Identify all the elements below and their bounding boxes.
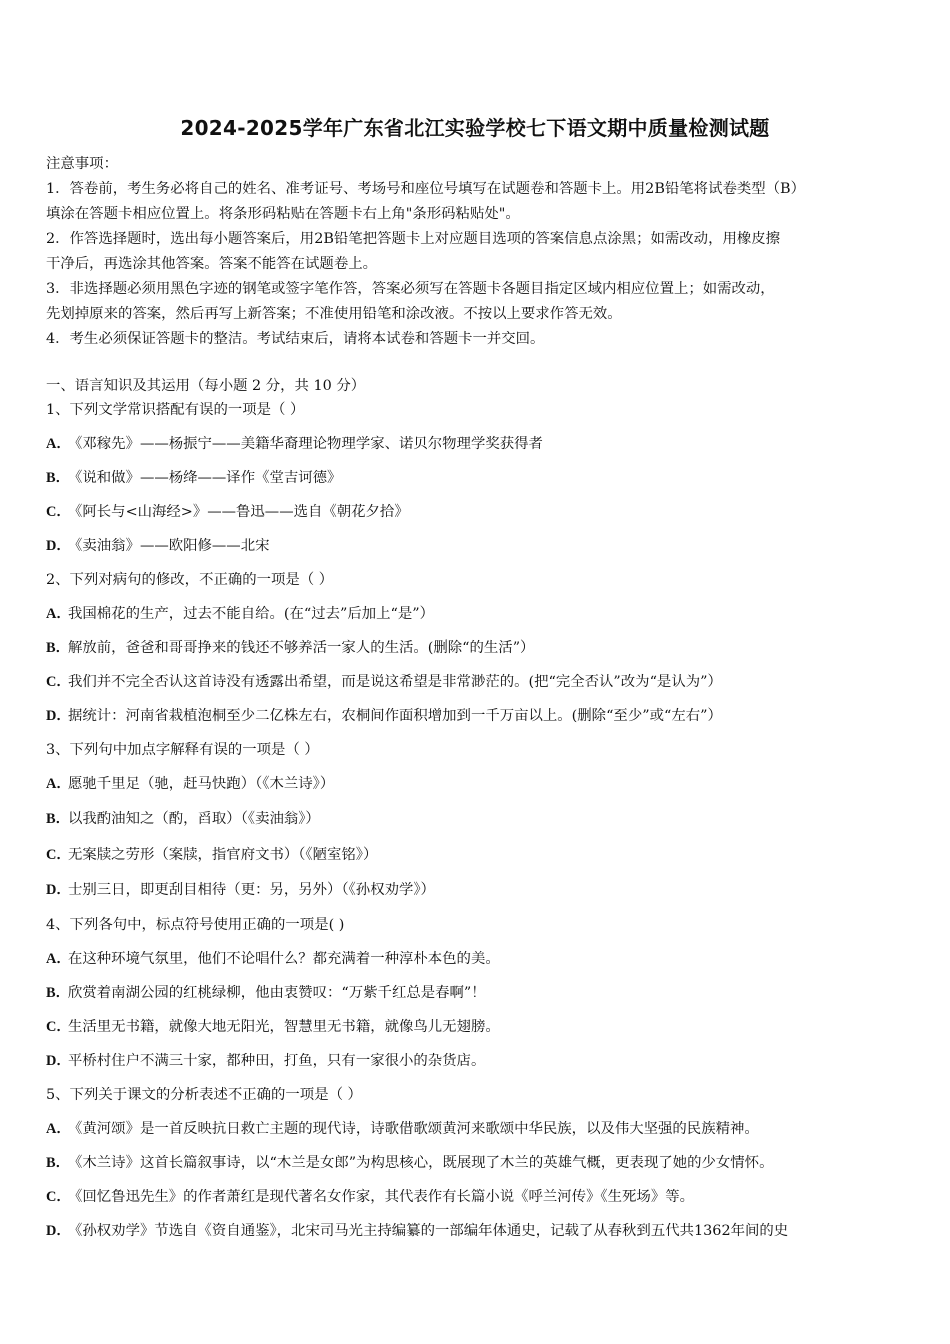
exam-title: 2024-2025学年广东省北江实验学校七下语文期中质量检测试题	[180, 116, 770, 140]
notice-line: 先划掉原来的答案，然后再写上新答案；不准使用铅笔和涂改液。不按以上要求作答无效。	[46, 306, 622, 322]
option-row	[46, 502, 409, 522]
option-row	[46, 672, 722, 692]
notice-heading: 注意事项：	[46, 156, 118, 172]
notice-line: 3．非选择题必须用黑色字迹的钢笔或签字笔作答，答案必须写在答题卡各题目指定区域内相应位置上；如需改动，	[46, 281, 775, 297]
option-text: 解放前，爸爸和哥哥挣来的钱还不够养活一家人的生活。(删除“的生活”）	[68, 640, 535, 656]
notice-line: 1．答卷前，考生务必将自己的姓名、准考证号、考场号和座位号填写在试题卷和答题卡上。用2B铅笔将试卷类型（B）	[46, 181, 805, 197]
option-text: 《阿长与<山海经>》——鲁迅——选自《朝花夕拾》	[68, 504, 409, 520]
option-row	[46, 983, 486, 1003]
option-letter: C．	[46, 504, 71, 520]
option-text: 《邓稼先》——杨振宁——美籍华裔理论物理学家、诺贝尔物理学奖获得者	[68, 436, 543, 452]
option-row	[46, 1051, 485, 1071]
question-stem: 2、下列对病句的修改，不正确的一项是（ ）	[46, 572, 334, 588]
option-row	[46, 638, 534, 658]
option-text: 以我酌油知之（酌，舀取）（《卖油翁》）	[68, 811, 320, 827]
option-text: 《木兰诗》这首长篇叙事诗，以“木兰是女郎”为构思核心，既展现了木兰的英雄气概，更表现了她的少女情怀。	[68, 1155, 774, 1171]
option-text: 据统计：河南省栽植泡桐至少二亿株左右，农桐间作面积增加到一千万亩以上。(删除“至少”或“左右”）	[68, 708, 722, 724]
option-letter: B．	[46, 811, 70, 827]
option-text: 我国棉花的生产，过去不能自给。(在“过去”后加上“是”）	[68, 606, 435, 622]
option-row	[46, 468, 341, 488]
option-row	[46, 1017, 500, 1037]
option-row	[46, 880, 435, 900]
option-text: 《说和做》——杨绛——译作《堂吉诃德》	[68, 470, 342, 486]
option-letter: C．	[46, 847, 71, 863]
option-text: 生活里无书籍，就像大地无阳光，智慧里无书籍，就像鸟儿无翅膀。	[68, 1019, 500, 1035]
option-letter: A．	[46, 776, 71, 792]
option-letter: B．	[46, 640, 70, 656]
option-letter: A．	[46, 951, 71, 967]
option-row	[46, 706, 722, 726]
notice-line: 填涂在答题卡相应位置上。将条形码粘贴在答题卡右上角"条形码粘贴处"。	[46, 206, 520, 222]
option-row	[46, 809, 320, 829]
option-letter: B．	[46, 470, 70, 486]
option-letter: B．	[46, 1155, 70, 1171]
option-text: 《回忆鲁迅先生》的作者萧红是现代著名女作家，其代表作有长篇小说《呼兰河传》《生死场》等。	[68, 1189, 694, 1205]
option-letter: D．	[46, 538, 71, 554]
question-stem: 3、下列句中加点字解释有误的一项是（ ）	[46, 742, 319, 758]
option-row	[46, 774, 334, 794]
option-text: 无案牍之劳形（案牍，指官府文书）（《陋室铭》）	[68, 847, 378, 863]
option-text: 《卖油翁》——欧阳修——北宋	[68, 538, 270, 554]
option-row	[46, 434, 543, 454]
option-row	[46, 1153, 773, 1173]
option-text: 士别三日，即更刮目相待（更：另，另外）（《孙权劝学》）	[68, 882, 435, 898]
option-text: 欣赏着南湖公园的红桃绿柳，他由衷赞叹：“万紫千红总是春啊”！	[68, 985, 486, 1001]
option-text: 平桥村住户不满三十家，都种田，打鱼，只有一家很小的杂货店。	[68, 1053, 486, 1069]
option-letter: D．	[46, 1223, 71, 1239]
option-letter: C．	[46, 1019, 71, 1035]
notice-line: 4．考生必须保证答题卡的整洁。考试结束后，请将本试卷和答题卡一并交回。	[46, 331, 545, 347]
option-row	[46, 604, 434, 624]
option-letter: B．	[46, 985, 70, 1001]
option-letter: A．	[46, 1121, 71, 1137]
option-letter: D．	[46, 708, 71, 724]
option-text: 我们并不完全否认这首诗没有透露出希望，而是说这希望是非常渺茫的。(把“完全否认”改为“是认为”）	[68, 674, 722, 690]
option-row	[46, 1119, 759, 1139]
option-row	[46, 536, 269, 556]
option-row	[46, 845, 377, 865]
option-letter: D．	[46, 1053, 71, 1069]
option-letter: C．	[46, 1189, 71, 1205]
option-row	[46, 1221, 788, 1241]
option-text: 愿驰千里足（驰，赶马快跑）（《木兰诗》）	[68, 776, 335, 792]
question-stem: 4、下列各句中，标点符号使用正确的一项是( )	[46, 917, 345, 933]
option-letter: A．	[46, 606, 71, 622]
option-text: 《孙权劝学》节选自《资自通鉴》，北宋司马光主持编纂的一部编年体通史，记载了从春秋到五代共1362年间的史	[68, 1223, 789, 1239]
option-letter: A．	[46, 436, 71, 452]
option-row	[46, 1187, 694, 1207]
option-letter: C．	[46, 674, 71, 690]
notice-line: 干净后，再选涂其他答案。答案不能答在试题卷上。	[46, 256, 377, 272]
notice-block	[46, 152, 908, 352]
question-stem: 1、下列文学常识搭配有误的一项是（ ）	[46, 402, 305, 418]
section-heading: 一、语言知识及其运用（每小题 2 分，共 10 分）	[46, 378, 366, 394]
option-text: 《黄河颂》是一首反映抗日救亡主题的现代诗，诗歌借歌颂黄河来歌颂中华民族，以及伟大坚强的民族精神。	[68, 1121, 759, 1137]
option-letter: D．	[46, 882, 71, 898]
question-stem: 5、下列关于课文的分析表述不正确的一项是（ ）	[46, 1087, 362, 1103]
notice-line: 2．作答选择题时，选出每小题答案后，用2B铅笔把答题卡上对应题目选项的答案信息点涂黑；如需改动，用橡皮擦	[46, 231, 781, 247]
option-text: 在这种环境气氛里，他们不论唱什么？都充满着一种淳朴本色的美。	[68, 951, 500, 967]
option-row	[46, 949, 500, 969]
